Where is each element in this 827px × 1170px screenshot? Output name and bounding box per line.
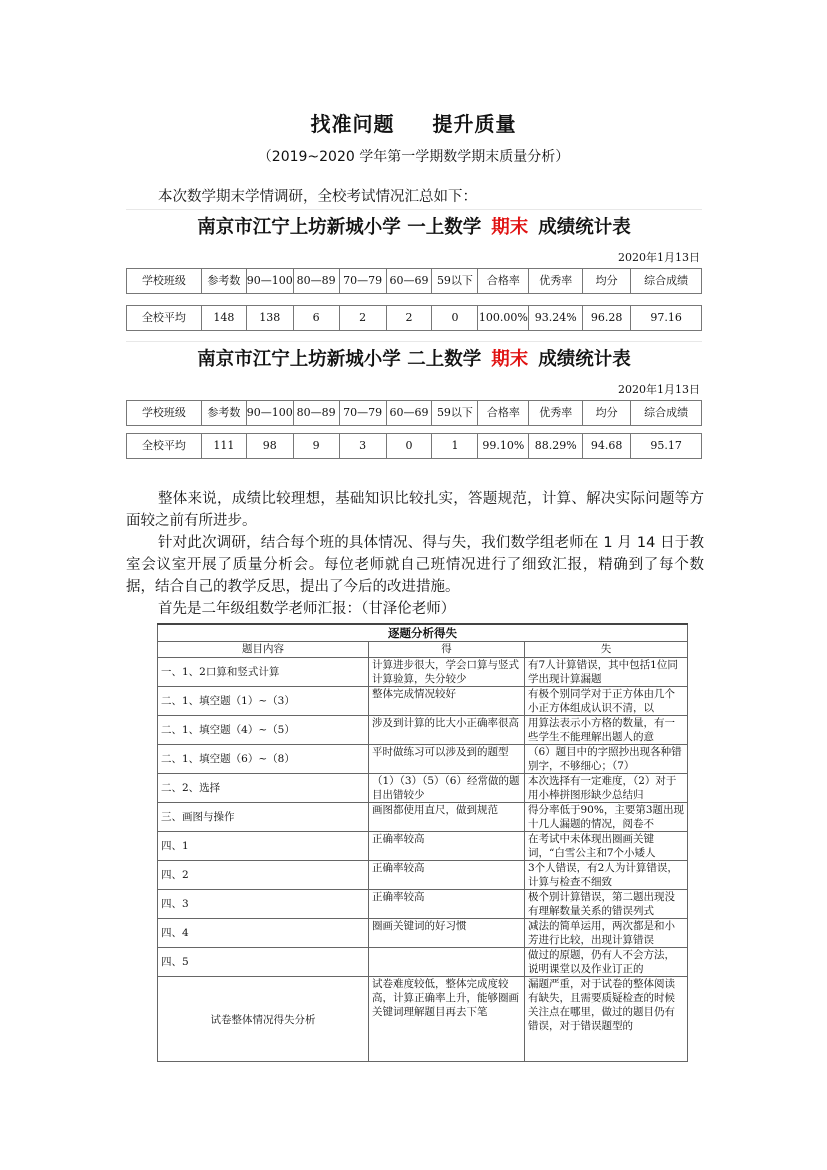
analysis-row — [158, 774, 688, 803]
analysis-row — [158, 803, 688, 832]
score-table-2-header-cell: 70—79 — [340, 401, 387, 425]
score-table-2-title — [126, 341, 702, 378]
analysis-loss: 做过的原题，仍有人不会方法，说明课堂以及作业订正的 — [528, 949, 675, 975]
score-table-1-value-cell: 6 — [294, 306, 340, 330]
score-table-1-title-highlight: 期末 — [491, 217, 529, 238]
score-table-1-header-cell: 合格率 — [478, 269, 529, 293]
analysis-gain — [372, 948, 521, 976]
score-table-2-header-row — [126, 400, 702, 426]
score-table-2-header-cell: 59以下 — [432, 401, 478, 425]
score-table-2-value-cell: 111 — [202, 434, 247, 458]
analysis-item: 三、画图与操作 — [158, 803, 369, 832]
analysis-gain: 平时做练习可以涉及到的题型 — [372, 746, 509, 758]
score-table-1-header-cell: 59以下 — [432, 269, 478, 293]
analysis-item: 二、1、填空题（6）~（8） — [158, 745, 369, 774]
analysis-loss: 本次选择有一定难度，（2）对于用小棒拼图形缺少总结归 — [528, 775, 677, 801]
title-left: 找准问题 — [310, 112, 395, 136]
document-subtitle: （2019~2020 学年第一学期数学期末质量分析） — [257, 149, 570, 165]
analysis-loss: 减法的简单运用，两次都是和小芳进行比较，出现计算错误 — [528, 920, 675, 946]
analysis-item: 二、1、填空题（1）~（3） — [158, 687, 369, 716]
analysis-item: 四、2 — [158, 861, 369, 890]
score-table-2-date: 2020年1月13日 — [618, 383, 700, 396]
score-table-2-header-cell: 合格率 — [478, 401, 529, 425]
score-table-1-header-cell: 优秀率 — [529, 269, 583, 293]
analysis-loss: 有极个别同学对于正方体由几个小正方体组成认识不清，以 — [528, 688, 675, 714]
score-table-2-title-pre: 南京市江宁上坊新城小学 二上数学 — [197, 349, 482, 370]
analysis-item: 四、1 — [158, 832, 369, 861]
analysis-summary-loss: 漏题严重，对于试卷的整体阅读有缺失，且需要质疑检查的时候关注点在哪里，做过的题目仍有错误，对于错误题型的 — [528, 978, 675, 1032]
score-table-1-value-cell: 138 — [247, 306, 294, 330]
analysis-loss: 在考试中未体现出圈画关键词，“白雪公主和7个小矮人 — [528, 833, 656, 859]
title-right: 提升质量 — [432, 112, 517, 136]
score-table-1-title — [126, 209, 702, 246]
score-table-1-value-cell: 97.16 — [631, 306, 702, 330]
analysis-item: 一、1、2口算和竖式计算 — [158, 658, 369, 687]
analysis-loss: （6）题目中的字照抄出现各种错别字，不够细心；（7） — [528, 746, 682, 772]
analysis-gain: 计算进步很大，学会口算与竖式计算验算，失分较少 — [372, 659, 519, 685]
document-title — [0, 108, 827, 137]
score-table-2-value-cell: 98 — [247, 434, 294, 458]
score-table-2-header-cell: 90—100 — [247, 401, 294, 425]
score-table-1-value-cell: 0 — [432, 306, 478, 330]
analysis-table-caption: 逐题分析得失 — [158, 624, 688, 642]
analysis-summary-label: 试卷整体情况得失分析 — [158, 977, 369, 1062]
score-table-2-value-cell: 95.17 — [631, 434, 702, 458]
analysis-loss: 用算法表示小方格的数量，有一些学生不能理解出题人的意 — [528, 717, 675, 743]
score-table-2-value-cell: 99.10% — [478, 434, 529, 458]
analysis-loss: 极个别计算错误，第二题出现没有理解数量关系的错误列式 — [528, 891, 675, 917]
score-table-1-header-cell: 综合成绩 — [631, 269, 702, 293]
analysis-item: 二、2、选择 — [158, 774, 369, 803]
analysis-row — [158, 948, 688, 977]
score-table-2-header-cell: 80—89 — [294, 401, 340, 425]
score-table-2-value-cell: 1 — [432, 434, 478, 458]
score-table-1-header-cell: 学校班级 — [126, 269, 202, 293]
score-table-1-value-cell: 148 — [202, 306, 247, 330]
analysis-row — [158, 745, 688, 774]
analysis-gain: （1）（3）（5）（6）经常做的题目出错较少 — [372, 775, 520, 801]
intro-paragraph: 本次数学期末学情调研，全校考试情况汇总如下： — [158, 189, 477, 205]
score-table-1-value-cell: 2 — [340, 306, 387, 330]
analysis-loss: 得分率低于90%，主要第3题出现十几人漏题的情况，阅卷不 — [528, 804, 685, 830]
score-table-2-value-cell: 全校平均 — [126, 434, 202, 458]
analysis-item: 四、4 — [158, 919, 369, 948]
analysis-gain: 画图都使用直尺，做到规范 — [372, 804, 498, 816]
analysis-loss: 有7人计算错误，其中包括1位同学出现计算漏题 — [528, 659, 678, 685]
score-table-1-header-cell: 均分 — [583, 269, 631, 293]
analysis-gain: 圈画关键词的好习惯 — [372, 920, 467, 932]
score-table-1-header-row — [126, 268, 702, 294]
analysis-gain: 涉及到计算的比大小正确率很高 — [372, 717, 519, 729]
report-intro-paragraph: 首先是二年级组数学老师汇报：（甘泽伦老师） — [158, 601, 456, 617]
analysis-gain: 整体完成情况较好 — [372, 688, 456, 700]
score-table-2-title-highlight: 期末 — [491, 349, 529, 370]
score-table-1-value-cell: 全校平均 — [126, 306, 202, 330]
analysis-gain: 正确率较高 — [372, 862, 425, 874]
analysis-item: 四、3 — [158, 890, 369, 919]
analysis-row — [158, 716, 688, 745]
score-table-1-header-cell: 参考数 — [202, 269, 247, 293]
analysis-row — [158, 890, 688, 919]
score-table-2-header-cell: 均分 — [583, 401, 631, 425]
score-table-1-header-cell: 80—89 — [294, 269, 340, 293]
score-table-2-value-cell: 88.29% — [529, 434, 583, 458]
score-table-2-header-cell: 60—69 — [387, 401, 433, 425]
score-table-1-title-post: 成绩统计表 — [538, 217, 631, 238]
score-table-2-value-cell: 9 — [294, 434, 340, 458]
score-table-1-value-cell: 2 — [387, 306, 433, 330]
analysis-table — [157, 623, 688, 1062]
score-table-2-header-cell: 参考数 — [202, 401, 247, 425]
analysis-summary-gain: 试卷难度较低，整体完成度较高，计算正确率上升，能够圈画关键词理解题目再去下笔 — [372, 978, 519, 1018]
analysis-row — [158, 687, 688, 716]
meeting-paragraph: 针对此次调研，结合每个班的具体情况、得与失，我们数学组老师在 1 月 14 日于教室会议室开展了质量分析会。每位老师就自己班情况进行了细致汇报，精确到了每个数据，结合自己的教学反思，提出了今后的改进措施。 — [126, 535, 704, 595]
score-table-2-header-cell: 综合成绩 — [631, 401, 702, 425]
score-table-1-header-cell: 70—79 — [340, 269, 387, 293]
analysis-item: 四、5 — [158, 948, 369, 977]
score-table-2-header-cell: 学校班级 — [126, 401, 202, 425]
analysis-item: 二、1、填空题（4）~（5） — [158, 716, 369, 745]
analysis-row — [158, 919, 688, 948]
analysis-row — [158, 658, 688, 687]
score-table-1-value-cell: 93.24% — [529, 306, 583, 330]
score-table-1-title-pre: 南京市江宁上坊新城小学 一上数学 — [197, 217, 482, 238]
score-table-2-title-post: 成绩统计表 — [538, 349, 631, 370]
analysis-header-loss: 失 — [525, 642, 688, 658]
score-table-2-value-cell: 94.68 — [583, 434, 631, 458]
score-table-2-data-row — [126, 433, 702, 459]
score-table-1-date: 2020年1月13日 — [618, 251, 700, 264]
analysis-row — [158, 861, 688, 890]
analysis-gain: 正确率较高 — [372, 833, 425, 845]
score-table-1-data-row — [126, 305, 702, 331]
score-table-2-value-cell: 3 — [340, 434, 387, 458]
score-table-1-header-cell: 90—100 — [247, 269, 294, 293]
score-table-2-value-cell: 0 — [387, 434, 433, 458]
analysis-gain: 正确率较高 — [372, 891, 425, 903]
analysis-row — [158, 832, 688, 861]
score-table-1-value-cell: 96.28 — [583, 306, 631, 330]
analysis-header-gain: 得 — [369, 642, 525, 658]
score-table-1-header-cell: 60—69 — [387, 269, 433, 293]
summary-paragraph: 整体来说，成绩比较理想，基础知识比较扎实，答题规范，计算、解决实际问题等方面较之前有所进步。 — [126, 491, 704, 529]
score-table-2-header-cell: 优秀率 — [529, 401, 583, 425]
score-table-1-value-cell: 100.00% — [478, 306, 529, 330]
analysis-header-item: 题目内容 — [158, 642, 369, 658]
analysis-loss: 3个人错误，有2人为计算错误，计算与检查不细致 — [528, 862, 678, 888]
